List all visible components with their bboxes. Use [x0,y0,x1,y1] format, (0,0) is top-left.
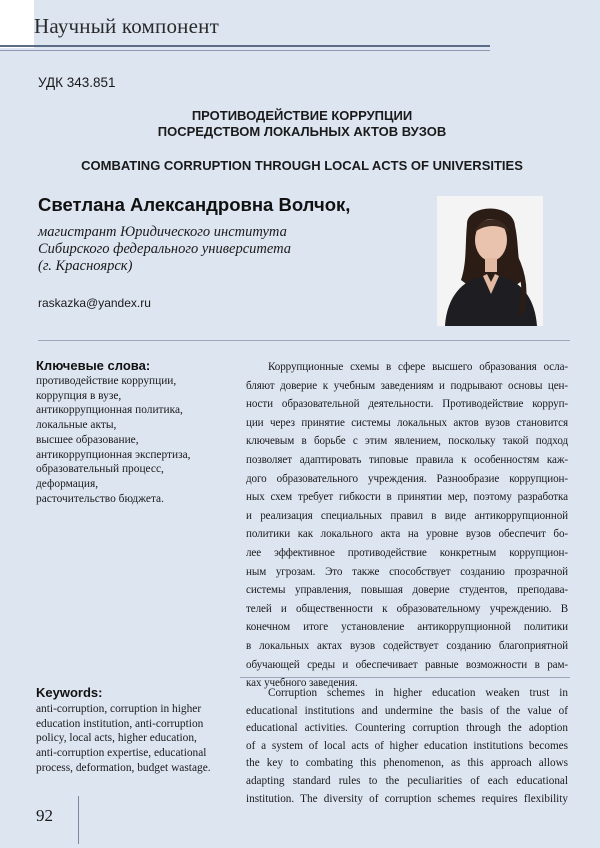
abstract-ru-line: обучающей среды и обеспечивает равные возможности в рам- [246,656,568,675]
title-russian [34,108,570,140]
abstract-ru-line: ключевым в борьбе с этим явлением, поскольку такой подход [246,432,568,451]
keywords-en-list [36,702,211,776]
author-photo [437,196,543,326]
abstract-en-line: educational institutions and undermine the basis of the value of [246,703,568,721]
abstract-ru-line: лее эффективное противодействие конкретным коррупцион- [246,544,568,563]
author-portrait-image [437,196,543,326]
abstract-ru-line: ках учебного заведения. [246,674,568,693]
section-divider-english [240,677,570,678]
abstract-ru-line: и реализация специальных правил в виде антикоррупционной [246,507,568,526]
section-header: Научный компонент [34,14,219,39]
title-ru-line: ПРОТИВОДЕЙСТВИЕ КОРРУПЦИИ [34,108,570,124]
keyword-ru-line: деформация, [36,477,191,492]
page-number: 92 [36,806,53,826]
abstract-en-line: of a system of local acts of higher education institutions becomes [246,738,568,756]
abstract-ru-line: Коррупционные схемы в сфере высшего образования осла- [246,358,568,377]
abstract-russian [246,358,568,693]
abstract-ru-line: ности образовательной деятельности. Противодействие корруп- [246,395,568,414]
abstract-ru-line: политики как локального акта на уровне вузов обеспечит бо- [246,525,568,544]
abstract-ru-line: телей и общественности к образовательному учреждению. В [246,600,568,619]
author-name: Светлана Александровна Волчок, [38,194,350,216]
affiliation-line: Сибирского федерального университета [38,241,291,258]
abstract-en-line: the key to combating this phenomenon, as this approach allows [246,755,568,773]
abstract-ru-line: ных схем требует гибкости в принятии мер, поэтому разработка [246,488,568,507]
keyword-en-line: process, deformation, budget wastage. [36,761,211,776]
title-ru-line: ПОСРЕДСТВОМ ЛОКАЛЬНЫХ АКТОВ ВУЗОВ [34,124,570,140]
abstract-ru-line: ции через принятие системы локальных актов вузов становится [246,414,568,433]
keyword-ru-line: локальные акты, [36,418,191,433]
abstract-en-line: adapting standard rules to the peculiarities of each educational [246,773,568,791]
abstract-ru-line: системы управления, повышая доверие студентов, преподава- [246,581,568,600]
keywords-ru-list [36,374,191,506]
author-affiliation [38,224,291,275]
section-divider [38,340,570,341]
keywords-en-title: Keywords: [36,685,102,700]
header-tab [0,0,34,48]
keyword-ru-line: противодействие коррупции, [36,374,191,389]
abstract-ru-line: ным угрозам. Это также способствует созданию прозрачной [246,563,568,582]
abstract-en-line: educational activities. Countering corruption through the adoption [246,720,568,738]
keyword-ru-line: коррупция в вузе, [36,389,191,404]
keyword-en-line: anti-corruption expertise, educational [36,746,211,761]
affiliation-line: магистрант Юридического института [38,224,291,241]
author-email[interactable]: raskazka@yandex.ru [38,296,151,310]
header-rule-thin [0,50,490,51]
abstract-ru-line: в локальных актах вузов содействует созданию благоприятной [246,637,568,656]
abstract-ru-line: дого образовательного учреждения. Разнообразие коррупцион- [246,470,568,489]
page-number-rule [78,796,79,844]
keywords-ru-title: Ключевые слова: [36,358,150,373]
abstract-ru-line: конечном итоге установление антикоррупционной политики [246,618,568,637]
abstract-ru-line: бляют доверие к учебным заведениям и подрывают основы цен- [246,377,568,396]
abstract-en-line: institution. The diversity of corruption schemes requires flexibility [246,791,568,809]
keyword-ru-line: расточительство бюджета. [36,492,191,507]
udk-code: УДК 343.851 [38,75,116,90]
keyword-ru-line: антикоррупционная политика, [36,403,191,418]
title-english: COMBATING CORRUPTION THROUGH LOCAL ACTS OF UNIVERSITIES [34,158,570,173]
keyword-en-line: anti-corruption, corruption in higher [36,702,211,717]
keyword-en-line: policy, local acts, higher education, [36,731,211,746]
affiliation-line: (г. Красноярск) [38,258,291,275]
keyword-ru-line: образовательный процесс, [36,462,191,477]
keyword-en-line: education institution, anti-corruption [36,717,211,732]
header-rule [0,45,490,47]
keyword-ru-line: высшее образование, [36,433,191,448]
abstract-english [246,685,568,808]
keyword-ru-line: антикоррупционная экспертиза, [36,448,191,463]
abstract-ru-line: позволяет адаптировать типовые правила к особенностям каж- [246,451,568,470]
abstract-en-line: Corruption schemes in higher education weaken trust in [246,685,568,703]
